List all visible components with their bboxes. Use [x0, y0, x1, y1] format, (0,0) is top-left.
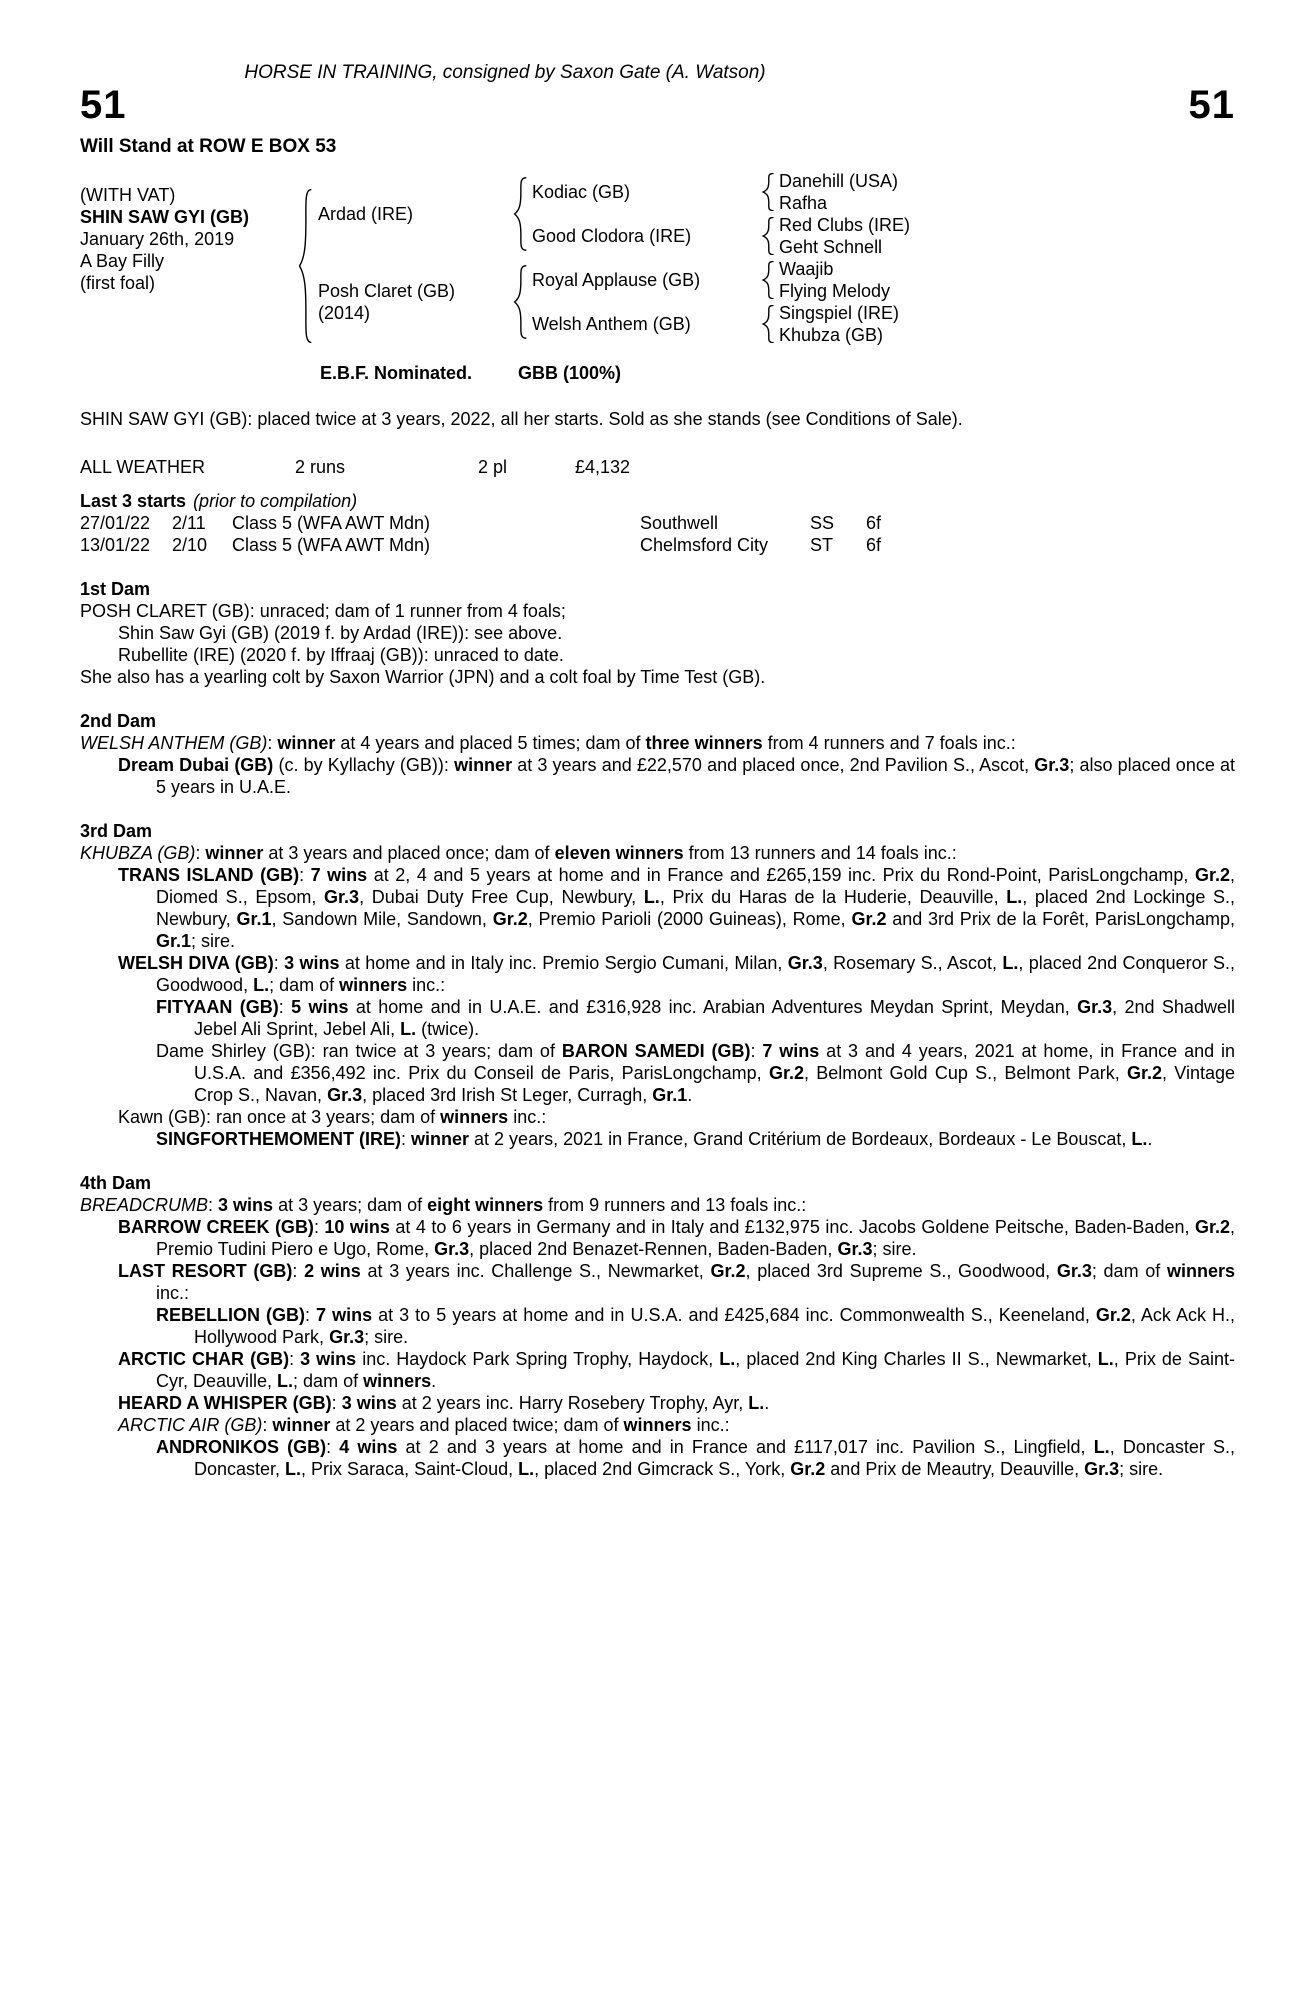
text-segment: winners: [623, 1415, 692, 1435]
text-segment: Gr.2: [768, 1063, 804, 1083]
last-start-row: [80, 512, 1235, 534]
dam-dam-name: Welsh Anthem (GB): [532, 314, 691, 334]
text-segment: .: [687, 1085, 693, 1105]
last-start-row: [80, 534, 1235, 556]
text-segment: L.: [285, 1459, 302, 1479]
text-segment: , placed 2nd Lockinge S., Newbury,: [156, 887, 1236, 929]
text-segment: L.: [400, 1019, 417, 1039]
paragraph-welsh-anthem: [80, 732, 1235, 754]
dam-dam-dam-name: Khubza (GB): [779, 325, 884, 345]
text-segment: :: [195, 843, 206, 863]
text-segment: L.: [1131, 1129, 1148, 1149]
sire-sire-dam-name: Rafha: [779, 193, 828, 213]
text-segment: winner: [454, 755, 513, 775]
text-segment: at 4 to 6 years in Germany and in Italy and £132,975 inc. Jacobs Goldene Peitsche, Baden-Baden,: [389, 1217, 1195, 1237]
text-segment: at 2 and 3 years at home and in France and £117,017 inc. Pavilion S., Lingfield,: [397, 1437, 1094, 1457]
paragraph-dame-shirley: [156, 1040, 1235, 1106]
text-segment: :: [262, 1415, 273, 1435]
text-segment: inc.:: [691, 1415, 730, 1435]
sire-dam-dam-name: Geht Schnell: [779, 237, 883, 257]
lot-number-left: 51: [80, 83, 127, 127]
text-segment: 3 wins: [300, 1349, 357, 1369]
race-places: 2 pl: [478, 457, 508, 477]
vat-note: (WITH VAT): [80, 185, 176, 205]
text-segment: at 3 years inc. Challenge S., Newmarket,: [360, 1261, 711, 1281]
text-segment: L.: [253, 975, 270, 995]
sire-dam-brace-icon: [757, 214, 779, 258]
text-segment: , Doncaster S., Doncaster,: [194, 1437, 1235, 1479]
text-segment: Kawn (GB): ran once at 3 years; dam of: [118, 1107, 441, 1127]
dam-sire-brace-icon: [757, 258, 779, 302]
text-segment: Gr.2: [1194, 865, 1230, 885]
text-segment: , Prix de Saint-Cyr, Deauville,: [156, 1349, 1235, 1391]
paragraph-last-resort: [118, 1260, 1235, 1304]
stand-location: Will Stand at ROW E BOX 53: [80, 136, 337, 157]
text-segment: :: [299, 865, 311, 885]
text-segment: WELSH ANTHEM (GB): [80, 733, 268, 753]
consignor-line: HORSE IN TRAINING, consigned by Saxon Gate (A. Watson): [244, 62, 766, 83]
text-segment: winners: [363, 1371, 432, 1391]
horse-name: SHIN SAW GYI (GB): [80, 207, 250, 227]
text-segment: 5 wins: [291, 997, 349, 1017]
text-segment: inc.:: [508, 1107, 547, 1127]
start-position: 2/10: [172, 535, 208, 555]
text-segment: Dame Shirley (GB): ran twice at 3 years; dam of: [156, 1041, 562, 1061]
text-segment: L.: [1002, 953, 1019, 973]
start-date: 13/01/22: [80, 535, 151, 555]
dam-dam-sire-name: Singspiel (IRE): [779, 303, 900, 323]
text-segment: SHIN SAW GYI (GB): placed twice at 3 years, 2022, all her starts. Sold as she stands (see Conditions of Sale).: [80, 409, 963, 429]
text-segment: L.: [748, 1393, 765, 1413]
text-segment: :: [208, 1195, 219, 1215]
dam-section-heading: 2nd Dam: [80, 711, 157, 731]
paragraph-kawn: [118, 1106, 1235, 1128]
text-segment: at home and in Italy inc. Premio Sergio Cumani, Milan,: [339, 953, 788, 973]
text-segment: L.: [719, 1349, 736, 1369]
text-segment: Rubellite (IRE) (2020 f. by Iffraaj (GB)): unraced to date.: [118, 645, 564, 665]
text-segment: :: [326, 1437, 340, 1457]
paragraph-singforthemoment: [156, 1128, 1235, 1150]
text-segment: L.: [518, 1459, 535, 1479]
text-segment: (twice).: [416, 1019, 480, 1039]
start-position: 2/11: [172, 513, 206, 533]
paragraph-rubellite: [118, 644, 1235, 666]
text-segment: Gr.3: [837, 1239, 873, 1259]
text-segment: , placed 2nd King Charles II S., Newmarket,: [735, 1349, 1098, 1369]
text-segment: ; sire.: [364, 1327, 409, 1347]
paragraph-fityaan: [156, 996, 1235, 1040]
text-segment: BARON SAMEDI (GB): [561, 1041, 751, 1061]
sire-gp-brace-icon: [508, 170, 532, 258]
text-segment: ; sire.: [872, 1239, 917, 1259]
last-starts-label: Last 3 starts: [80, 491, 187, 511]
text-segment: ARCTIC AIR (GB): [118, 1415, 263, 1435]
sire-sire-sire-name: Danehill (USA): [779, 171, 899, 191]
dam-year: (2014): [318, 303, 371, 323]
foal-note: (first foal): [80, 273, 156, 293]
text-segment: , Prix du Haras de la Huderie, Deauville,: [659, 887, 1007, 907]
sire-name: Ardad (IRE): [318, 204, 414, 224]
text-segment: :: [401, 1129, 412, 1149]
text-segment: .: [764, 1393, 770, 1413]
text-segment: .: [431, 1371, 437, 1391]
text-segment: 3 wins: [218, 1195, 274, 1215]
text-segment: ; dam of: [1091, 1261, 1167, 1281]
text-segment: ANDRONIKOS (GB): [156, 1437, 327, 1457]
text-segment: Dream Dubai (GB): [118, 755, 274, 775]
text-segment: HEARD A WHISPER (GB): [118, 1393, 332, 1413]
text-segment: , placed 3rd Supreme S., Goodwood,: [745, 1261, 1057, 1281]
text-segment: , Diomed S., Epsom,: [156, 865, 1235, 907]
dam-name: Posh Claret (GB): [318, 281, 456, 301]
text-segment: at 3 years; dam of: [273, 1195, 428, 1215]
text-segment: , Prix Saraca, Saint-Cloud,: [301, 1459, 519, 1479]
text-segment: .: [1147, 1129, 1153, 1149]
text-segment: Gr.3: [327, 1085, 363, 1105]
sire-dam-sire-name: Red Clubs (IRE): [779, 215, 911, 235]
text-segment: Gr.2: [1095, 1305, 1131, 1325]
gbb-note: GBB (100%): [518, 363, 622, 383]
paragraph-posh-claret: [80, 600, 1235, 622]
dam-section-2: [80, 710, 1235, 798]
text-segment: inc. Haydock Park Spring Trophy, Haydock,: [356, 1349, 720, 1369]
text-segment: , Ack Ack H., Hollywood Park,: [194, 1305, 1235, 1347]
text-segment: winners: [339, 975, 408, 995]
text-segment: eleven winners: [554, 843, 684, 863]
text-segment: at 2 years inc. Harry Rosebery Trophy, Ayr,: [396, 1393, 749, 1413]
text-segment: Gr.2: [851, 909, 887, 929]
text-segment: L.: [1097, 1349, 1114, 1369]
text-segment: :: [331, 1393, 342, 1413]
text-segment: 3 wins: [341, 1393, 397, 1413]
text-segment: L.: [1093, 1437, 1110, 1457]
colour-sex: A Bay Filly: [80, 251, 165, 271]
text-segment: at 2 years and placed twice; dam of: [330, 1415, 624, 1435]
race-surface: ALL WEATHER: [80, 457, 206, 477]
text-segment: WELSH DIVA (GB): [118, 953, 274, 973]
paragraph-andronikos: [156, 1436, 1235, 1480]
text-segment: FITYAAN (GB): [156, 997, 279, 1017]
paragraph-barrow-creek: [118, 1216, 1235, 1260]
paragraph-trans-island: [118, 864, 1236, 952]
text-segment: at 3 to 5 years at home and in U.S.A. and £425,684 inc. Commonwealth S., Keeneland,: [372, 1305, 1096, 1325]
nomination-row: [320, 362, 1235, 384]
dam-sire-dam-name: Flying Melody: [779, 281, 891, 301]
text-segment: KHUBZA (GB): [80, 843, 196, 863]
dam-section-4: [80, 1172, 1235, 1480]
dam-section-1: [80, 578, 1235, 688]
text-segment: Gr.3: [1034, 755, 1070, 775]
text-segment: :: [273, 953, 285, 973]
text-segment: winner: [411, 1129, 470, 1149]
dam-sire-sire-name: Waajib: [779, 259, 834, 279]
text-segment: ; dam of: [293, 1371, 364, 1391]
sire-sire-name: Kodiac (GB): [532, 182, 631, 202]
horse-description: [80, 408, 1235, 430]
text-segment: Gr.1: [236, 909, 272, 929]
text-segment: winners: [1166, 1261, 1235, 1281]
paragraph-heard-a-whisper: [118, 1392, 1235, 1414]
text-segment: at 2 years, 2021 in France, Grand Critérium de Bordeaux, Bordeaux - Le Bouscat,: [469, 1129, 1132, 1149]
text-segment: :: [750, 1041, 763, 1061]
text-segment: :: [267, 733, 278, 753]
race-earnings: £4,132: [575, 457, 631, 477]
text-segment: three winners: [645, 733, 763, 753]
race-record-row: [80, 456, 1235, 478]
dam-section-heading: 1st Dam: [80, 579, 151, 599]
last-starts-title: [80, 490, 1235, 512]
text-segment: Gr.2: [1126, 1063, 1162, 1083]
paragraph-breadcrumb: [80, 1194, 1235, 1216]
text-segment: and Prix de Meautry, Deauville,: [825, 1459, 1085, 1479]
text-segment: :: [313, 1217, 325, 1237]
text-segment: , Rosemary S., Ascot,: [822, 953, 1003, 973]
text-segment: , 2nd Shadwell Jebel Ali Sprint, Jebel Ali,: [194, 997, 1235, 1039]
text-segment: Gr.2: [492, 909, 528, 929]
text-segment: 3 wins: [284, 953, 340, 973]
text-segment: Gr.3: [1084, 1459, 1120, 1479]
start-going: SS: [810, 513, 835, 533]
lot-number-right: 51: [1188, 83, 1235, 127]
text-segment: Gr.1: [652, 1085, 688, 1105]
paragraph-additional-produce: [80, 666, 1235, 688]
dam-section-heading: 4th Dam: [80, 1173, 152, 1193]
text-segment: inc.:: [407, 975, 446, 995]
text-segment: , placed 2nd Benazet-Rennen, Baden-Baden,: [469, 1239, 838, 1259]
text-segment: :: [292, 1261, 305, 1281]
text-segment: Gr.3: [324, 887, 360, 907]
text-segment: L.: [277, 1371, 294, 1391]
text-segment: , Vintage Crop S., Navan,: [194, 1063, 1235, 1105]
start-date: 27/01/22: [80, 513, 151, 533]
text-segment: , Premio Parioli (2000 Guineas), Rome,: [527, 909, 852, 929]
text-segment: BREADCRUMB: [80, 1195, 209, 1215]
text-segment: Gr.3: [1056, 1261, 1092, 1281]
pedigree-table: [80, 170, 1235, 346]
text-segment: 4 wins: [339, 1437, 398, 1457]
text-segment: LAST RESORT (GB): [118, 1261, 293, 1281]
text-segment: (c. by Kyllachy (GB)):: [273, 755, 455, 775]
last-starts-subtitle: (prior to compilation): [193, 491, 358, 511]
start-going: ST: [810, 535, 834, 555]
text-segment: BARROW CREEK (GB): [118, 1217, 314, 1237]
sire-sire-brace-icon: [757, 170, 779, 214]
text-segment: from 13 runners and 14 foals inc.:: [683, 843, 957, 863]
text-segment: Gr.1: [156, 931, 192, 951]
text-segment: Gr.3: [1077, 997, 1113, 1017]
paragraph-dream-dubai: [118, 754, 1235, 798]
text-segment: , placed 3rd Irish St Leger, Curragh,: [362, 1085, 653, 1105]
text-segment: ; sire.: [1119, 1459, 1164, 1479]
text-segment: 7 wins: [316, 1305, 373, 1325]
text-segment: ; sire.: [191, 931, 236, 951]
start-course: Southwell: [640, 513, 719, 533]
text-segment: , placed 2nd Conqueror S., Goodwood,: [156, 953, 1235, 995]
dam-dam-brace-icon: [757, 302, 779, 346]
text-segment: and 3rd Prix de la Forêt, ParisLongchamp,: [886, 909, 1235, 929]
text-segment: :: [289, 1349, 301, 1369]
dam-section-3: [80, 820, 1235, 1150]
start-race-class: Class 5 (WFA AWT Mdn): [232, 513, 431, 533]
text-segment: Gr.3: [787, 953, 823, 973]
lot-number-row: [80, 83, 1235, 127]
start-course: Chelmsford City: [640, 535, 769, 555]
text-segment: L.: [1006, 887, 1023, 907]
text-segment: at 3 years and £22,570 and placed once, 2nd Pavilion S., Ascot,: [512, 755, 1035, 775]
text-segment: She also has a yearling colt by Saxon Warrior (JPN) and a colt foal by Time Test (GB).: [80, 667, 766, 687]
text-segment: 2 wins: [304, 1261, 361, 1281]
text-segment: at 3 and 4 years, 2021 at home, in France and in U.S.A. and £356,492 inc. Prix du Conseil de Paris, ParisLongchamp,: [194, 1041, 1235, 1083]
paragraph-welsh-diva: [118, 952, 1235, 996]
text-segment: from 9 runners and 13 foals inc.:: [543, 1195, 807, 1215]
text-segment: winner: [205, 843, 264, 863]
text-segment: Gr.2: [790, 1459, 826, 1479]
main-brace-icon: [292, 170, 318, 346]
text-segment: at home and in U.A.E. and £316,928 inc. Arabian Adventures Meydan Sprint, Meydan,: [348, 997, 1078, 1017]
text-segment: 7 wins: [310, 865, 368, 885]
foaling-date: January 26th, 2019: [80, 229, 235, 249]
paragraph-khubza: [80, 842, 1235, 864]
text-segment: , placed 2nd Gimcrack S., York,: [534, 1459, 791, 1479]
text-segment: ARCTIC CHAR (GB): [118, 1349, 290, 1369]
dam-gp-brace-icon: [508, 258, 532, 346]
text-segment: at 2, 4 and 5 years at home and in France and £265,159 inc. Prix du Rond-Point, ParisLongchamp,: [367, 865, 1195, 885]
text-segment: , Sandown Mile, Sandown,: [271, 909, 493, 929]
text-segment: eight winners: [427, 1195, 544, 1215]
paragraph-rebellion: [156, 1304, 1235, 1348]
text-segment: , Belmont Gold Cup S., Belmont Park,: [803, 1063, 1127, 1083]
start-distance: 6f: [866, 535, 882, 555]
text-segment: , Premio Tudini Piero e Ugo, Rome,: [156, 1217, 1235, 1259]
sire-dam-name: Good Clodora (IRE): [532, 226, 692, 246]
race-runs: 2 runs: [295, 457, 346, 477]
text-segment: Gr.2: [1194, 1217, 1230, 1237]
text-segment: Shin Saw Gyi (GB) (2019 f. by Ardad (IRE)): see above.: [118, 623, 563, 643]
dam-block: [318, 258, 508, 346]
dam-sire-name: Royal Applause (GB): [532, 270, 701, 290]
text-segment: , Dubai Duty Free Cup, Newbury,: [359, 887, 644, 907]
text-segment: TRANS ISLAND (GB): [118, 865, 300, 885]
dam-section-heading: 3rd Dam: [80, 821, 153, 841]
text-segment: inc.:: [156, 1283, 190, 1303]
text-segment: ; dam of: [269, 975, 340, 995]
text-segment: ; also placed once at 5 years in U.A.E.: [156, 755, 1235, 797]
horse-info-block: [80, 170, 292, 346]
start-distance: 6f: [866, 513, 882, 533]
text-segment: at 4 years and placed 5 times; dam of: [335, 733, 646, 753]
text-segment: 7 wins: [762, 1041, 820, 1061]
text-segment: :: [278, 997, 292, 1017]
text-segment: POSH CLARET (GB): unraced; dam of 1 runner from 4 foals;: [80, 601, 566, 621]
paragraph-shin-saw-gyi-produce: [118, 622, 1235, 644]
text-segment: winner: [277, 733, 336, 753]
text-segment: 10 wins: [324, 1217, 390, 1237]
start-race-class: Class 5 (WFA AWT Mdn): [232, 535, 431, 555]
ebf-nominated-note: E.B.F. Nominated.: [320, 363, 473, 383]
text-segment: Gr.2: [710, 1261, 746, 1281]
text-segment: L.: [643, 887, 660, 907]
text-segment: REBELLION (GB): [156, 1305, 306, 1325]
paragraph-arctic-char: [118, 1348, 1235, 1392]
text-segment: winner: [272, 1415, 331, 1435]
text-segment: from 4 runners and 7 foals inc.:: [762, 733, 1016, 753]
text-segment: SINGFORTHEMOMENT (IRE): [156, 1129, 401, 1149]
text-segment: Gr.3: [329, 1327, 365, 1347]
text-segment: Gr.3: [434, 1239, 470, 1259]
paragraph-arctic-air: [118, 1414, 1235, 1436]
text-segment: at 3 years and placed once; dam of: [263, 843, 555, 863]
text-segment: :: [305, 1305, 317, 1325]
text-segment: winners: [440, 1107, 509, 1127]
